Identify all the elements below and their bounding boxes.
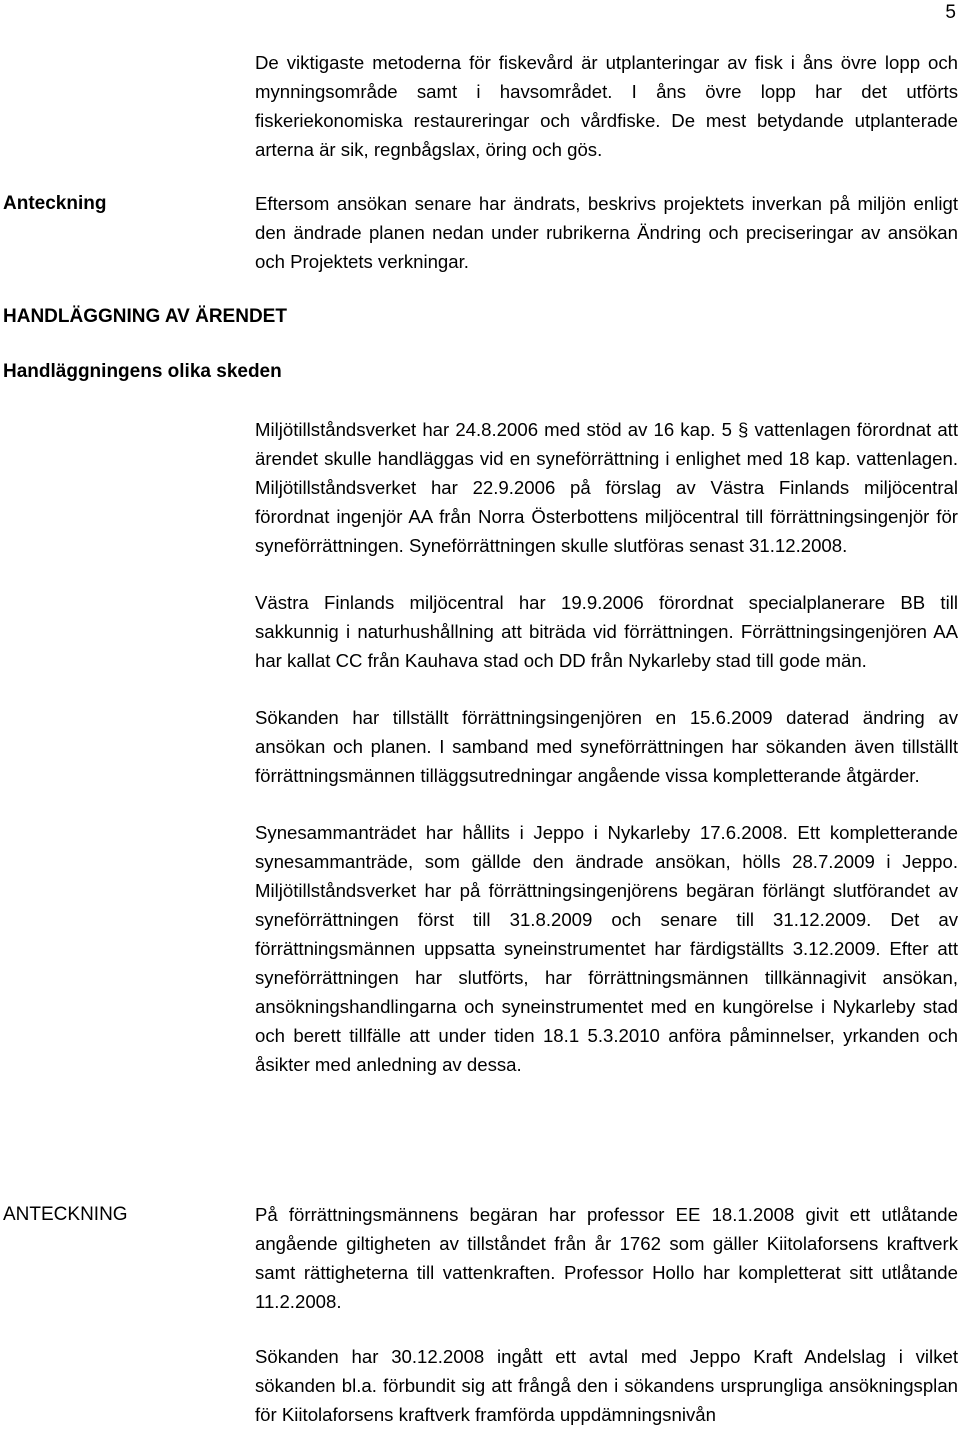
note-block-2	[255, 1200, 958, 1316]
note-label-2: ANTECKNING	[3, 1204, 128, 1225]
note-text-1: Eftersom ansökan senare har ändrats, beskrivs projektets inverkan på miljön enligt den ändrade planen nedan under rubrikerna Ändring och preciseringar av ansökan och Projektets verkningar.	[255, 193, 958, 272]
paragraph-3: Sökanden har tillställt förrättningsingenjören en 15.6.2009 daterad ändring av ansökan och planen. I samband med syneförrättningen har sökanden även tillställt förrättningsmännen tilläggsutredningar angående vissa kompletterande åtgärder.	[255, 707, 958, 786]
subsection-heading: Handläggningens olika skeden	[3, 361, 282, 382]
section-heading: HANDLÄGGNING AV ÄRENDET	[3, 306, 287, 327]
page-number: 5	[945, 2, 956, 23]
note-text-2: På förrättningsmännens begäran har professor EE 18.1.2008 givit ett utlåtande angående giltigheten av tillståndet från år 1762 som gäller Kiitolaforsens kraftverk samt rättigheterna till vattenkraften. Professor Hollo har kompletterat sitt utlåtande 11.2.2008.	[255, 1204, 958, 1312]
paragraph-1: Miljötillståndsverket har 24.8.2006 med stöd av 16 kap. 5 § vattenlagen förordnat att ärendet skulle handläggas vid en syneförrättning i enlighet med 18 kap. vattenlagen. Miljötillståndsverket har 22.9.2006 på förslag av Västra Finlands miljöcentral förordnat ingenjör AA från Norra Österbottens miljöcentral till förrättningsingenjör för syneförrättningen. Syneförrättningen skulle slutföras senast 31.12.2008.	[255, 419, 958, 556]
final-paragraph-block	[255, 1342, 958, 1429]
paragraph-4: Synesammanträdet har hållits i Jeppo i Nykarleby 17.6.2008. Ett kompletterande synesammanträde, som gällde den ändrade ansökan, hölls 28.7.2009 i Jeppo. Miljötillståndsverket har på förrättningsingenjörens begäran förlängt slutförandet av syneförrättningen först till 31.8.2009 och senare till 31.12.2009. Det av förrättningsmännen uppsatta syneinstrumentet har färdigställts 3.12.2009. Efter att syneförrättningen har slutförts, har förrättningsmännen tillkännagivit ansökan, ansökningshandlingarna och syneinstrumentet med en kungörelse i Nykarleby stad och berett tillfälle att under tiden 18.1 5.3.2010 anföra påminnelser, yrkanden och åsikter med anledning av dessa.	[255, 822, 958, 1075]
note-block-1	[255, 189, 958, 276]
intro-paragraph-block	[255, 48, 958, 164]
intro-paragraph: De viktigaste metoderna för fiskevård är utplanteringar av fisk i åns övre lopp och mynningsområde samt i havsområdet. I åns övre lopp har det utförts fiskeriekonomiska restaureringar och vårdfiske. De mest betydande utplanterade arterna är sik, regnbågslax, öring och gös.	[255, 52, 958, 160]
paragraph-2: Västra Finlands miljöcentral har 19.9.2006 förordnat specialplanerare BB till sakkunnig i naturhushållning att biträda vid förrättningen. Förrättningsingenjören AA har kallat CC från Kauhava stad och DD från Nykarleby stad till gode män.	[255, 592, 958, 671]
note-label-1: Anteckning	[3, 193, 107, 214]
procedure-paragraphs	[255, 415, 958, 1079]
final-paragraph: Sökanden har 30.12.2008 ingått ett avtal med Jeppo Kraft Andelslag i vilket sökanden bl.a. förbundit sig att frångå den i sökandens ursprungliga ansökningsplan för Kiitolaforsens kraftverk framförda uppdämningsnivån	[255, 1346, 958, 1425]
